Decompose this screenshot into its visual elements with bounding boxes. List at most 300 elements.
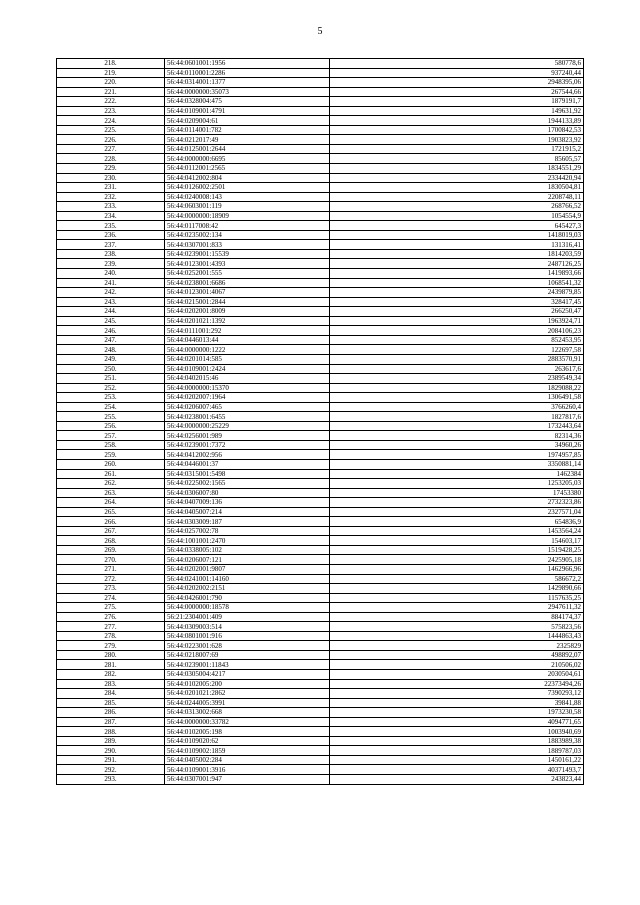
value-cell: 580778,6 — [330, 59, 584, 69]
row-number-cell: 287. — [57, 717, 165, 727]
cadastral-number-cell: 56:44:0114001:782 — [165, 125, 330, 135]
table-row — [57, 708, 584, 718]
table-row — [57, 431, 584, 441]
value-cell: 937240,44 — [330, 68, 584, 78]
value-cell: 82314,36 — [330, 431, 584, 441]
row-number-cell: 233. — [57, 202, 165, 212]
value-cell: 1973230,58 — [330, 708, 584, 718]
value-cell: 122697,58 — [330, 345, 584, 355]
cadastral-number-cell: 56:44:0110001:2286 — [165, 68, 330, 78]
value-cell: 4094771,65 — [330, 717, 584, 727]
value-cell: 1700842,53 — [330, 125, 584, 135]
table-row — [57, 307, 584, 317]
row-number-cell: 272. — [57, 574, 165, 584]
cadastral-number-cell: 56:44:0223001:628 — [165, 641, 330, 651]
table-row — [57, 536, 584, 546]
row-number-cell: 260. — [57, 459, 165, 469]
row-number-cell: 267. — [57, 526, 165, 536]
value-cell: 2439879,85 — [330, 288, 584, 298]
cadastral-number-cell: 56:44:0000000:18909 — [165, 211, 330, 221]
table-row — [57, 135, 584, 145]
value-cell: 1462966,96 — [330, 564, 584, 574]
value-cell: 645427,3 — [330, 221, 584, 231]
cadastral-number-cell: 56:44:0126002:2501 — [165, 183, 330, 193]
row-number-cell: 288. — [57, 727, 165, 737]
row-number-cell: 225. — [57, 125, 165, 135]
table-row — [57, 183, 584, 193]
cadastral-number-cell: 56:44:0125001:2644 — [165, 144, 330, 154]
cadastral-number-cell: 56:44:0306007:80 — [165, 488, 330, 498]
cadastral-number-cell: 56:44:0446001:37 — [165, 459, 330, 469]
cadastral-number-cell: 56:44:0256001:989 — [165, 431, 330, 441]
value-cell: 328417,45 — [330, 297, 584, 307]
cadastral-number-cell: 56:44:0412002:804 — [165, 173, 330, 183]
value-cell: 1157635,25 — [330, 593, 584, 603]
row-number-cell: 291. — [57, 755, 165, 765]
cadastral-number-cell: 56:44:0109002:1859 — [165, 746, 330, 756]
cadastral-number-cell: 56:44:0201021:2862 — [165, 689, 330, 699]
table-row — [57, 574, 584, 584]
value-cell: 1814203,59 — [330, 249, 584, 259]
table-row — [57, 507, 584, 517]
row-number-cell: 269. — [57, 545, 165, 555]
table-row — [57, 393, 584, 403]
row-number-cell: 251. — [57, 374, 165, 384]
row-number-cell: 290. — [57, 746, 165, 756]
row-number-cell: 292. — [57, 765, 165, 775]
cadastral-number-cell: 56:44:0000000:25229 — [165, 421, 330, 431]
value-cell: 2487126,25 — [330, 259, 584, 269]
cadastral-number-cell: 56:44:0202002:2151 — [165, 584, 330, 594]
cadastral-number-cell: 56:44:0000000:15370 — [165, 383, 330, 393]
value-cell: 3766260,4 — [330, 402, 584, 412]
row-number-cell: 264. — [57, 498, 165, 508]
value-cell: 1453564,24 — [330, 526, 584, 536]
cadastral-number-cell: 56:44:0202001:9807 — [165, 564, 330, 574]
row-number-cell: 265. — [57, 507, 165, 517]
table-row — [57, 374, 584, 384]
table-row — [57, 354, 584, 364]
table-row — [57, 59, 584, 69]
cadastral-number-cell: 56:44:0307001:947 — [165, 775, 330, 785]
row-number-cell: 277. — [57, 622, 165, 632]
table-row — [57, 297, 584, 307]
row-number-cell: 244. — [57, 307, 165, 317]
cadastral-number-cell: 56:44:0109001:4791 — [165, 106, 330, 116]
row-number-cell: 229. — [57, 164, 165, 174]
table-row — [57, 278, 584, 288]
cadastral-number-cell: 56:44:0309003:514 — [165, 622, 330, 632]
row-number-cell: 234. — [57, 211, 165, 221]
row-number-cell: 255. — [57, 412, 165, 422]
value-cell: 1879191,7 — [330, 97, 584, 107]
page-number: 5 — [317, 26, 323, 37]
value-cell: 1444863,43 — [330, 631, 584, 641]
row-number-cell: 270. — [57, 555, 165, 565]
value-cell: 1827817,6 — [330, 412, 584, 422]
table-row — [57, 717, 584, 727]
table-row — [57, 326, 584, 336]
cadastral-number-cell: 56:44:0241001:14160 — [165, 574, 330, 584]
table-row — [57, 240, 584, 250]
table-row — [57, 383, 584, 393]
value-cell: 654836,9 — [330, 517, 584, 527]
value-cell: 1829088,22 — [330, 383, 584, 393]
table-row — [57, 727, 584, 737]
value-cell: 2327571,04 — [330, 507, 584, 517]
table-row — [57, 622, 584, 632]
cadastral-number-cell: 56:44:0000000:6695 — [165, 154, 330, 164]
cadastral-number-cell: 56:44:0111001:292 — [165, 326, 330, 336]
value-cell: 210506,02 — [330, 660, 584, 670]
row-number-cell: 271. — [57, 564, 165, 574]
row-number-cell: 240. — [57, 269, 165, 279]
row-number-cell: 218. — [57, 59, 165, 69]
cadastral-number-cell: 56:44:0407009:136 — [165, 498, 330, 508]
table-row — [57, 603, 584, 613]
value-cell: 2030504,61 — [330, 670, 584, 680]
cadastral-number-cell: 56:44:0202001:8009 — [165, 307, 330, 317]
value-cell: 154603,17 — [330, 536, 584, 546]
value-cell: 2948395,06 — [330, 78, 584, 88]
row-number-cell: 220. — [57, 78, 165, 88]
row-number-cell: 249. — [57, 354, 165, 364]
value-cell: 2947611,32 — [330, 603, 584, 613]
cadastral-number-cell: 56:44:0446013:44 — [165, 335, 330, 345]
value-cell: 852453,95 — [330, 335, 584, 345]
row-number-cell: 230. — [57, 173, 165, 183]
table-row — [57, 440, 584, 450]
cadastral-number-cell: 56:44:0206007:465 — [165, 402, 330, 412]
cadastral-number-cell: 56:44:0000000:1222 — [165, 345, 330, 355]
row-number-cell: 266. — [57, 517, 165, 527]
table-row — [57, 154, 584, 164]
table-row — [57, 564, 584, 574]
row-number-cell: 246. — [57, 326, 165, 336]
cadastral-number-cell: 56:44:0402015:46 — [165, 374, 330, 384]
value-cell: 2208748,11 — [330, 192, 584, 202]
row-number-cell: 259. — [57, 450, 165, 460]
cadastral-number-cell: 56:44:0307001:833 — [165, 240, 330, 250]
cadastral-number-cell: 56:44:0123001:4393 — [165, 259, 330, 269]
table-row — [57, 106, 584, 116]
cadastral-number-cell: 56:44:0239001:11843 — [165, 660, 330, 670]
cadastral-number-cell: 56:44:0314001:1377 — [165, 78, 330, 88]
row-number-cell: 241. — [57, 278, 165, 288]
table-row — [57, 402, 584, 412]
row-number-cell: 261. — [57, 469, 165, 479]
cadastral-number-cell: 56:44:0109001:3916 — [165, 765, 330, 775]
row-number-cell: 258. — [57, 440, 165, 450]
row-number-cell: 281. — [57, 660, 165, 670]
value-cell: 2325829 — [330, 641, 584, 651]
table-row — [57, 498, 584, 508]
cadastral-number-cell: 56:44:0238001:6455 — [165, 412, 330, 422]
row-number-cell: 279. — [57, 641, 165, 651]
row-number-cell: 253. — [57, 393, 165, 403]
value-cell: 22373494,26 — [330, 679, 584, 689]
cadastral-number-cell: 56:44:0212017:49 — [165, 135, 330, 145]
row-number-cell: 248. — [57, 345, 165, 355]
value-cell: 1462384 — [330, 469, 584, 479]
cadastral-number-cell: 56:44:0239001:7372 — [165, 440, 330, 450]
data-table — [56, 58, 584, 785]
table-row — [57, 584, 584, 594]
value-cell: 268766,52 — [330, 202, 584, 212]
row-number-cell: 219. — [57, 68, 165, 78]
cadastral-number-cell: 56:44:0112001:2565 — [165, 164, 330, 174]
value-cell: 1834551,29 — [330, 164, 584, 174]
row-number-cell: 236. — [57, 230, 165, 240]
row-number-cell: 284. — [57, 689, 165, 699]
value-cell: 3350881,14 — [330, 459, 584, 469]
table-row — [57, 670, 584, 680]
value-cell: 1721915,2 — [330, 144, 584, 154]
cadastral-number-cell: 56:44:0000000:35073 — [165, 87, 330, 97]
table-row — [57, 144, 584, 154]
row-number-cell: 268. — [57, 536, 165, 546]
cadastral-number-cell: 56:44:0239001:15539 — [165, 249, 330, 259]
table-row — [57, 335, 584, 345]
row-number-cell: 226. — [57, 135, 165, 145]
value-cell: 1419893,66 — [330, 269, 584, 279]
table-row — [57, 230, 584, 240]
table-row — [57, 450, 584, 460]
cadastral-number-cell: 56:44:0405002:284 — [165, 755, 330, 765]
table-row — [57, 211, 584, 221]
row-number-cell: 293. — [57, 775, 165, 785]
value-cell: 2732323,86 — [330, 498, 584, 508]
table-row — [57, 517, 584, 527]
table-row — [57, 249, 584, 259]
row-number-cell: 223. — [57, 106, 165, 116]
row-number-cell: 282. — [57, 670, 165, 680]
cadastral-number-cell: 56:44:0109020:62 — [165, 736, 330, 746]
cadastral-number-cell: 56:44:0603001:119 — [165, 202, 330, 212]
row-number-cell: 245. — [57, 316, 165, 326]
row-number-cell: 242. — [57, 288, 165, 298]
row-number-cell: 228. — [57, 154, 165, 164]
table-row — [57, 202, 584, 212]
table-row — [57, 679, 584, 689]
row-number-cell: 256. — [57, 421, 165, 431]
table-row — [57, 125, 584, 135]
table-row — [57, 660, 584, 670]
table-row — [57, 288, 584, 298]
row-number-cell: 254. — [57, 402, 165, 412]
value-cell: 7390293,12 — [330, 689, 584, 699]
value-cell: 1519428,25 — [330, 545, 584, 555]
value-cell: 1830504,81 — [330, 183, 584, 193]
table-row — [57, 698, 584, 708]
row-number-cell: 238. — [57, 249, 165, 259]
row-number-cell: 275. — [57, 603, 165, 613]
row-number-cell: 224. — [57, 116, 165, 126]
cadastral-number-cell: 56:44:0209004:61 — [165, 116, 330, 126]
cadastral-number-cell: 56:44:0303009:187 — [165, 517, 330, 527]
table-row — [57, 87, 584, 97]
row-number-cell: 252. — [57, 383, 165, 393]
table-row — [57, 746, 584, 756]
value-cell: 267544,66 — [330, 87, 584, 97]
value-cell: 2334420,94 — [330, 173, 584, 183]
cadastral-number-cell: 56:44:0225002:1565 — [165, 479, 330, 489]
table-row — [57, 641, 584, 651]
row-number-cell: 276. — [57, 612, 165, 622]
table-row — [57, 775, 584, 785]
row-number-cell: 227. — [57, 144, 165, 154]
cadastral-number-cell: 56:44:0109001:2424 — [165, 364, 330, 374]
value-cell: 266250,47 — [330, 307, 584, 317]
row-number-cell: 262. — [57, 479, 165, 489]
cadastral-number-cell: 56:44:0315001:5498 — [165, 469, 330, 479]
cadastral-number-cell: 56:44:0252001:555 — [165, 269, 330, 279]
table-row — [57, 555, 584, 565]
row-number-cell: 237. — [57, 240, 165, 250]
table-row — [57, 345, 584, 355]
cadastral-number-cell: 56:44:0235002:134 — [165, 230, 330, 240]
value-cell: 149631,92 — [330, 106, 584, 116]
value-cell: 884174,37 — [330, 612, 584, 622]
cadastral-number-cell: 56:44:0244005:3991 — [165, 698, 330, 708]
table-row — [57, 765, 584, 775]
row-number-cell: 243. — [57, 297, 165, 307]
value-cell: 1963924,71 — [330, 316, 584, 326]
row-number-cell: 274. — [57, 593, 165, 603]
table-row — [57, 593, 584, 603]
table-row — [57, 259, 584, 269]
row-number-cell: 235. — [57, 221, 165, 231]
cadastral-number-cell: 56:44:0412002:956 — [165, 450, 330, 460]
cadastral-number-cell: 56:44:0123001:4067 — [165, 288, 330, 298]
row-number-cell: 250. — [57, 364, 165, 374]
row-number-cell: 278. — [57, 631, 165, 641]
cadastral-number-cell: 56:44:0201021:1392 — [165, 316, 330, 326]
value-cell: 1068541,32 — [330, 278, 584, 288]
table-row — [57, 116, 584, 126]
cadastral-number-cell: 56:44:0328004:475 — [165, 97, 330, 107]
cadastral-number-cell: 56:44:0102005:200 — [165, 679, 330, 689]
table-row — [57, 221, 584, 231]
table-row — [57, 316, 584, 326]
value-cell: 2425905,18 — [330, 555, 584, 565]
table-row — [57, 459, 584, 469]
table-row — [57, 269, 584, 279]
row-number-cell: 222. — [57, 97, 165, 107]
table-row — [57, 173, 584, 183]
value-cell: 1418019,03 — [330, 230, 584, 240]
row-number-cell: 257. — [57, 431, 165, 441]
value-cell: 1889787,03 — [330, 746, 584, 756]
value-cell: 1974957,85 — [330, 450, 584, 460]
table-row — [57, 68, 584, 78]
document-sheet — [56, 58, 583, 785]
row-number-cell: 286. — [57, 708, 165, 718]
cadastral-number-cell: 56:44:0215001:2844 — [165, 297, 330, 307]
row-number-cell: 239. — [57, 259, 165, 269]
table-row — [57, 631, 584, 641]
row-number-cell: 283. — [57, 679, 165, 689]
value-cell: 39841,88 — [330, 698, 584, 708]
table-row — [57, 612, 584, 622]
table-row — [57, 412, 584, 422]
value-cell: 1054554,9 — [330, 211, 584, 221]
value-cell: 586672,2 — [330, 574, 584, 584]
table-row — [57, 488, 584, 498]
row-number-cell: 280. — [57, 650, 165, 660]
value-cell: 1883989,38 — [330, 736, 584, 746]
value-cell: 2389549,34 — [330, 374, 584, 384]
table-row — [57, 689, 584, 699]
cadastral-number-cell: 56:44:0338005:102 — [165, 545, 330, 555]
cadastral-number-cell: 56:44:0206007:121 — [165, 555, 330, 565]
value-cell: 498892,07 — [330, 650, 584, 660]
value-cell: 40371493,7 — [330, 765, 584, 775]
value-cell: 1903823,92 — [330, 135, 584, 145]
cadastral-number-cell: 56:44:0601001:1956 — [165, 59, 330, 69]
value-cell: 2084106,23 — [330, 326, 584, 336]
cadastral-number-cell: 56:44:0405007:214 — [165, 507, 330, 517]
table-row — [57, 421, 584, 431]
row-number-cell: 273. — [57, 584, 165, 594]
value-cell: 34960,26 — [330, 440, 584, 450]
row-number-cell: 289. — [57, 736, 165, 746]
cadastral-number-cell: 56:44:0000000:33782 — [165, 717, 330, 727]
cadastral-number-cell: 56:44:0000000:18578 — [165, 603, 330, 613]
cadastral-number-cell: 56:44:0426001:790 — [165, 593, 330, 603]
value-cell: 263617,6 — [330, 364, 584, 374]
value-cell: 1429890,66 — [330, 584, 584, 594]
cadastral-number-cell: 56:44:0801001:916 — [165, 631, 330, 641]
cadastral-number-cell: 56:44:0238001:6686 — [165, 278, 330, 288]
value-cell: 1003940,69 — [330, 727, 584, 737]
cadastral-number-cell: 56:44:0240008:143 — [165, 192, 330, 202]
value-cell: 575823,56 — [330, 622, 584, 632]
cadastral-number-cell: 56:44:0202007:1964 — [165, 393, 330, 403]
value-cell: 1253205,03 — [330, 479, 584, 489]
cadastral-number-cell: 56:44:0102005:198 — [165, 727, 330, 737]
row-number-cell: 232. — [57, 192, 165, 202]
row-number-cell: 231. — [57, 183, 165, 193]
cadastral-number-cell: 56:21:2304001:409 — [165, 612, 330, 622]
value-cell: 243823,44 — [330, 775, 584, 785]
value-cell: 1306491,58 — [330, 393, 584, 403]
value-cell: 1732443,64 — [330, 421, 584, 431]
row-number-cell: 247. — [57, 335, 165, 345]
value-cell: 2883570,91 — [330, 354, 584, 364]
table-row — [57, 164, 584, 174]
cadastral-number-cell: 56:44:0257002:78 — [165, 526, 330, 536]
row-number-cell: 263. — [57, 488, 165, 498]
table-row — [57, 97, 584, 107]
cadastral-number-cell: 56:44:0218007:69 — [165, 650, 330, 660]
cadastral-number-cell: 56:44:0201014:585 — [165, 354, 330, 364]
value-cell: 131316,41 — [330, 240, 584, 250]
cadastral-number-cell: 56:44:1001001:2470 — [165, 536, 330, 546]
table-row — [57, 755, 584, 765]
cadastral-number-cell: 56:44:0313002:668 — [165, 708, 330, 718]
cadastral-number-cell: 56:44:0305004:4217 — [165, 670, 330, 680]
table-row — [57, 469, 584, 479]
row-number-cell: 221. — [57, 87, 165, 97]
value-cell: 85605,57 — [330, 154, 584, 164]
table-row — [57, 526, 584, 536]
value-cell: 1944133,89 — [330, 116, 584, 126]
table-row — [57, 736, 584, 746]
table-row — [57, 479, 584, 489]
row-number-cell: 285. — [57, 698, 165, 708]
table-row — [57, 78, 584, 88]
